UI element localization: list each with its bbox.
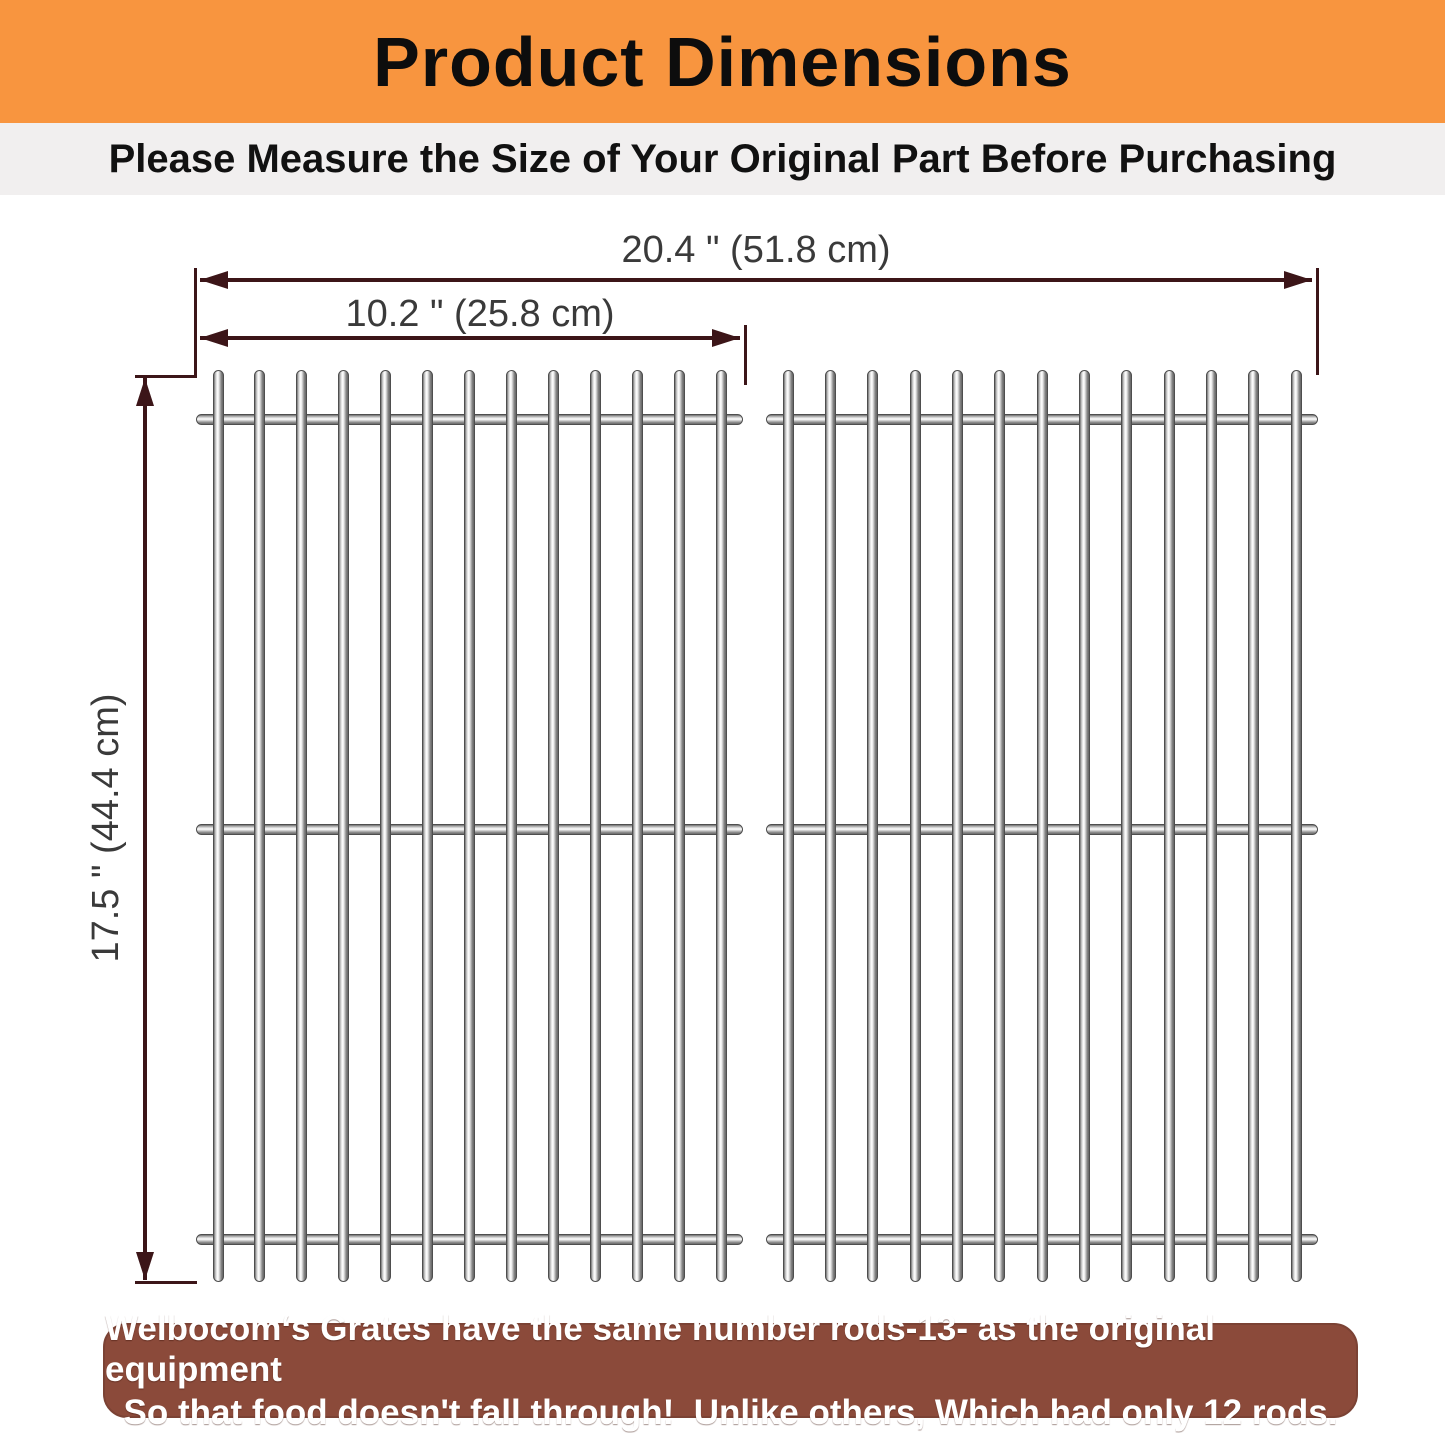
grate-rod [1037,370,1048,1282]
grate-rod [1164,370,1175,1282]
footer-note-line2: So that food doesn't fall through! Unlike others, Which had only 12 rods. [123,1393,1338,1432]
overall-width-label: 20.4 " (51.8 cm) [621,229,891,271]
grate-rod [1206,370,1217,1282]
grate-rod [1248,370,1259,1282]
grate-rod [825,370,836,1282]
extension-line-right [1316,268,1319,375]
grate-rod [422,370,433,1282]
grate-rod [338,370,349,1282]
grate-rod [783,370,794,1282]
grate-rod [213,370,224,1282]
grate-left [196,370,743,1282]
grate-rod [296,370,307,1282]
grate-rod [867,370,878,1282]
grate-rod [1121,370,1132,1282]
footer-note-box [103,1309,1358,1432]
single-width-label: 10.2 " (25.8 cm) [345,293,615,335]
grate-rod [994,370,1005,1282]
overall-width-arrow-icon [200,278,1312,282]
footer-note-line1: Welbocom‘s Grates have the same number rods-13- as the original equipment [105,1309,1225,1389]
grate-rod [380,370,391,1282]
grate-rod [674,370,685,1282]
grate-rod [632,370,643,1282]
grate-rod [716,370,727,1282]
subtitle-band [0,123,1445,195]
grate-rod [1079,370,1090,1282]
grate-rod [464,370,475,1282]
page-title: Product Dimensions [373,22,1072,101]
extension-tick-bottom [135,1281,197,1284]
height-arrow-icon [143,378,147,1280]
extension-line-left [194,268,197,375]
extension-line-middle [744,325,747,385]
grate-rod [254,370,265,1282]
grate-right [766,370,1318,1282]
height-label: 17.5 " (44.4 cm) [85,693,127,963]
single-width-arrow-icon [200,336,740,340]
grate-rod [548,370,559,1282]
subtitle-text: Please Measure the Size of Your Original Part Before Purchasing [108,136,1337,181]
dimensions-diagram [0,195,1445,1310]
extension-tick-top [135,375,197,378]
grate-rod [1291,370,1302,1282]
grate-rod [506,370,517,1282]
grate-rod [952,370,963,1282]
grate-rod [590,370,601,1282]
header-banner [0,0,1445,123]
grate-rod [910,370,921,1282]
